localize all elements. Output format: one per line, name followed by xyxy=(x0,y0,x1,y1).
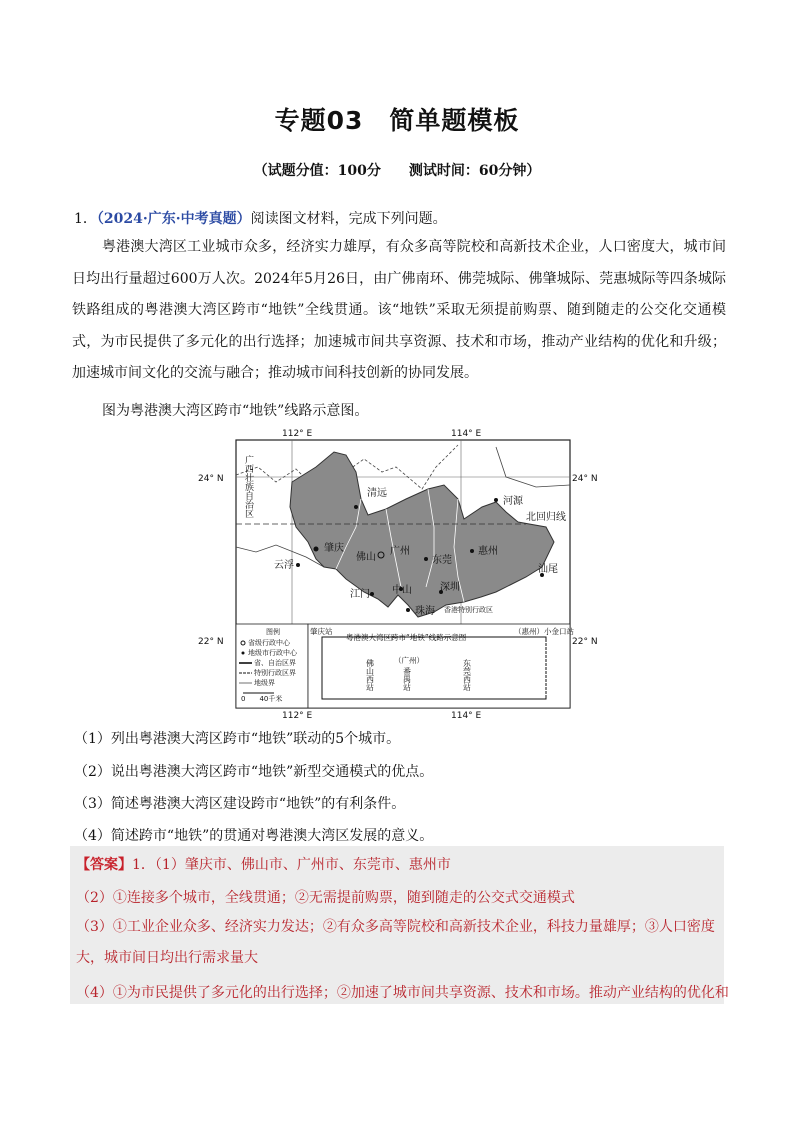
inset-end-station: （惠州）小金口站 xyxy=(514,627,574,636)
legend-scale: 0 40千米 xyxy=(241,695,283,703)
sub-question-1: （1）列出粤港澳大湾区跨市“地铁”联动的5个城市。 xyxy=(74,731,401,747)
question-instruction: 阅读图文材料，完成下列问题。 xyxy=(250,211,447,227)
city-guangzhou: 广州 xyxy=(390,546,410,557)
lat-label-24-right: 24° N xyxy=(572,474,598,484)
city-heyuan: 河源 xyxy=(503,496,523,507)
lon-label-112: 112° E xyxy=(282,429,313,439)
city-jiangmen: 江门 xyxy=(350,589,370,600)
answer-block xyxy=(70,846,729,1004)
inset-station-panyu: 番禺站 xyxy=(402,667,412,691)
lon-label-112-bottom: 112° E xyxy=(282,711,313,721)
city-shenzhen: 深圳 xyxy=(440,582,460,593)
exam-info: （试题分值：100分 测试时间：60分钟） xyxy=(253,163,541,179)
legend-title: 图例 xyxy=(266,628,280,636)
legend-item-2: 地级市行政中心 xyxy=(248,649,297,657)
question-number: 1． xyxy=(74,211,97,227)
legend-item-3: 省、自治区界 xyxy=(254,659,296,667)
city-huizhou: 惠州 xyxy=(478,546,498,557)
legend-item-1: 省级行政中心 xyxy=(248,639,290,647)
tropic-label: 北回归线 xyxy=(526,512,566,523)
lon-label-114-bottom: 114° E xyxy=(451,711,482,721)
inset-start-station: 肇庆站 xyxy=(310,627,333,636)
question-header xyxy=(74,208,447,228)
inset-title: 粤港澳大湾区跨市“地铁”线路示意图 xyxy=(346,633,467,642)
city-zhaoqing: 肇庆 xyxy=(324,543,344,554)
city-zhongshan: 中山 xyxy=(392,585,412,596)
legend-item-4: 特别行政区界 xyxy=(254,669,296,677)
answer-text-1: 1．（1）肇庆市、佛山市、广州市、东莞市、惠州市 xyxy=(132,857,451,873)
answer-label: 【答案】 xyxy=(76,857,132,873)
city-shanwei: 汕尾 xyxy=(538,564,558,575)
city-dongguan: 东莞 xyxy=(432,555,452,566)
city-zhuhai: 珠海 xyxy=(415,606,435,617)
sub-question-3: （3）简述粤港澳大湾区建设跨市“地铁”的有利条件。 xyxy=(74,796,406,812)
sub-question-4: （4）简述跨市“地铁”的贯通对粤港澳大湾区发展的意义。 xyxy=(74,828,434,844)
city-foshan: 佛山 xyxy=(356,552,376,563)
question-source-tag: （2024·广东·中考真题） xyxy=(96,211,251,227)
sub-question-2: （2）说出粤港澳大湾区跨市“地铁”新型交通模式的优点。 xyxy=(74,764,434,780)
reading-passage: 粤港澳大湾区工业城市众多，经济实力雄厚，有众多高等院校和高新技术企业，人口密度大，城市间日均出行量超过600万人次。2024年5月26日，由广佛南环、佛莞城际、佛肇城际、莞惠城际等四条城际铁路组成的粤港澳大湾区跨市“地铁”全线贯通。该“地铁”采取无须提前购票、随到随走的公交化交通模式，为市民提供了多元化的出行选择；加速城市间共享资源、技术和市场，推动产业结构的优化和升级；加速城市间文化的交流与融合；推动城市间科技创新的协同发展。 xyxy=(72,239,726,381)
page-title: 专题03 简单题模板 xyxy=(274,106,520,135)
answer-line-4: （4）①为市民提供了多元化的出行选择；②加速了城市间共享资源、技术和市场。推动产业结构的优化和 xyxy=(76,985,729,1001)
lat-label-22-right: 22° N xyxy=(572,637,598,647)
city-qingyuan: 清远 xyxy=(367,488,387,499)
city-hongkong: 香港特别行政区 xyxy=(444,606,493,614)
lat-label-24: 24° N xyxy=(198,474,224,484)
lon-label-114: 114° E xyxy=(451,429,482,439)
legend-item-5: 地级界 xyxy=(254,679,275,687)
city-yunfu: 云浮 xyxy=(274,560,294,571)
province-label: 广西壮族自治区 xyxy=(243,455,253,518)
answer-line-2: （2）①连接多个城市，全线贯通；②无需提前购票，随到随走的公交式交通模式 xyxy=(76,890,575,906)
inset-station-dongguan-west: 东莞西站 xyxy=(462,659,472,691)
answer-line-1 xyxy=(76,854,451,874)
railway-map xyxy=(196,427,598,721)
inset-guangzhou-note: （广州） xyxy=(394,656,424,665)
figure-caption: 图为粤港澳大湾区跨市“地铁”线路示意图。 xyxy=(102,403,369,419)
answer-line-3: （3）①工业企业众多、经济实力发达；②有众多高等院校和高新技术企业，科技力量雄厚；③人口密度大，城市间日均出行需求量大 xyxy=(76,919,715,966)
inset-station-foshan-west: 佛山西站 xyxy=(365,659,375,691)
lat-label-22: 22° N xyxy=(198,637,224,647)
